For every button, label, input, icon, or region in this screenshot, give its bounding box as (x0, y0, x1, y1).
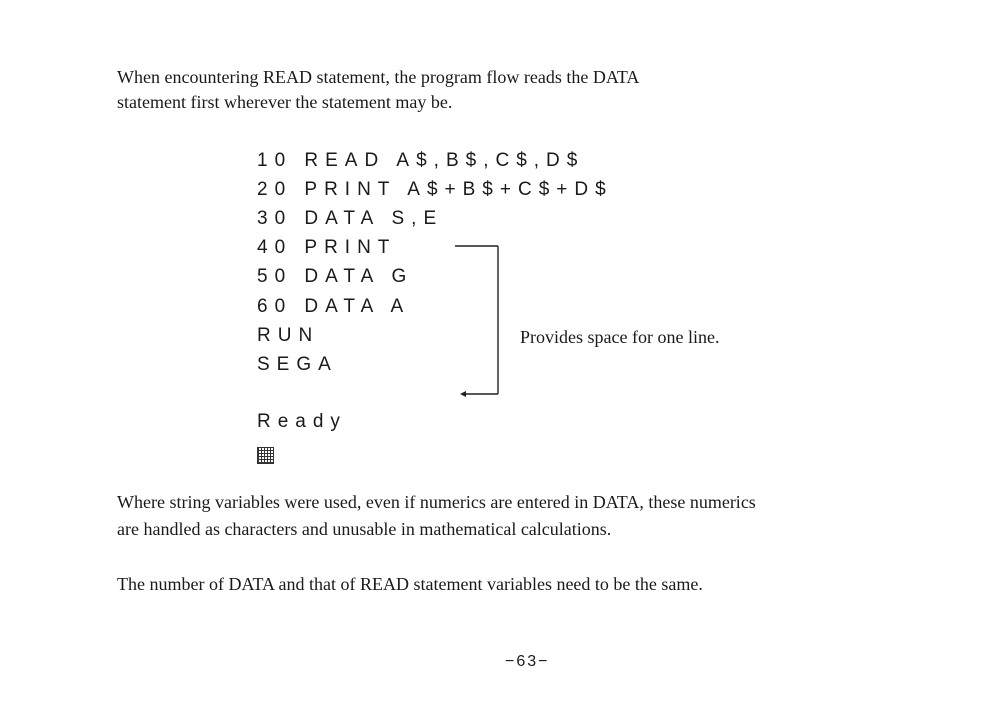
code-line: RUN (257, 325, 320, 346)
page-number: −63− (505, 653, 550, 670)
code-line: 50 DATA G (257, 266, 414, 287)
cursor-block (257, 447, 274, 464)
intro-line-2: statement first wherever the statement may be. (117, 92, 453, 112)
space-bracket (450, 240, 510, 400)
code-line: 40 PRINT (257, 237, 397, 258)
intro-line-1: When encountering READ statement, the program flow reads the DATA (117, 67, 640, 87)
code-line: 10 READ A$,B$,C$,D$ (257, 150, 585, 171)
code-line: 20 PRINT A$+B$+C$+D$ (257, 179, 613, 200)
code-line: 30 DATA S,E (257, 208, 444, 229)
code-line: 60 DATA A (257, 296, 411, 317)
para2-line-2: are handled as characters and unusable in mathematical calculations. (117, 519, 612, 539)
ready-prompt: Ready (257, 411, 347, 432)
code-line: SEGA (257, 354, 338, 375)
bracket-annotation: Provides space for one line. (520, 327, 720, 347)
para2-line-1: Where string variables were used, even if numerics are entered in DATA, these numerics (117, 492, 756, 512)
para3: The number of DATA and that of READ statement variables need to be the same. (117, 574, 703, 594)
